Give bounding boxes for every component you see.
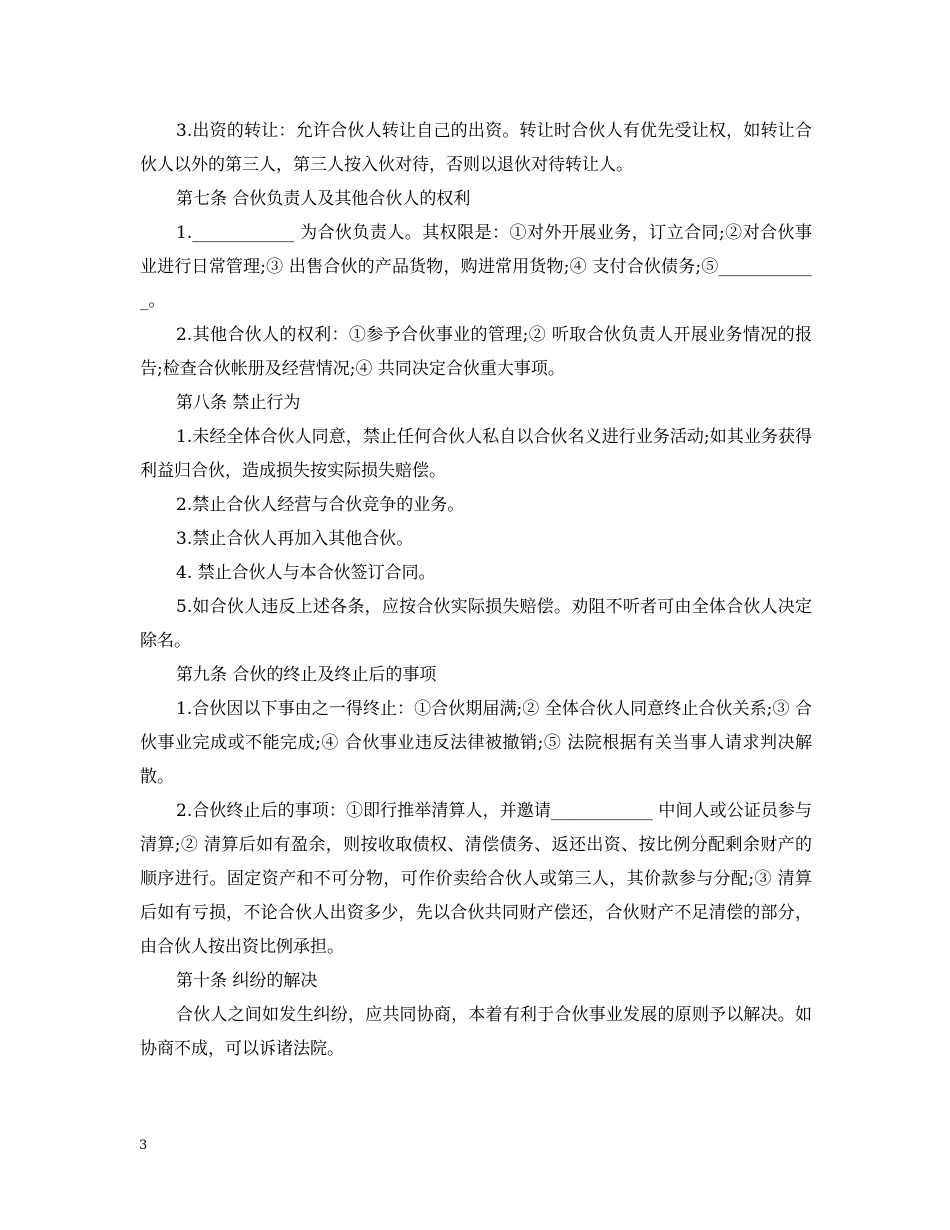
page-number: 3 (139, 1138, 148, 1153)
article-9-heading: 第九条 合伙的终止及终止后的事项 (176, 665, 437, 685)
paragraph-post-termination: 2.合伙终止后的事项：①即行推举清算人，并邀请____________ 中间人或公证员参与清算;② 清算后如有盈余，则按收取债权、清偿债务、返还出资、按比例分配剩余财产的顺序进行。固定资产和不可分物，可作价卖给合伙人或第三人，其价款参与分配;③ 清算后如有亏损，不论合伙人出资多少，先以合伙共同财产偿还，合伙财产不足清偿的部分，由合伙人按出资比例承担。 (140, 801, 812, 957)
article-7-heading: 第七条 合伙负责人及其他合伙人的权利 (176, 189, 471, 209)
paragraph-termination-reasons: 1.合伙因以下事由之一得终止：①合伙期届满;② 全体合伙人同意终止合伙关系;③ 合伙事业完成或不能完成;④ 合伙事业违反法律被撤销;⑤ 法院根据有关当事人请求判决解散。 (140, 699, 812, 787)
paragraph-prohibition-1: 1.未经全体合伙人同意，禁止任何合伙人私自以合伙名义进行业务活动;如其业务获得利益归合伙，造成损失按实际损失赔偿。 (140, 427, 812, 481)
paragraph-other-partner-rights: 2.其他合伙人的权利：①参予合伙事业的管理;② 听取合伙负责人开展业务情况的报告;检查合伙帐册及经营情况;④ 共同决定合伙重大事项。 (140, 325, 812, 379)
paragraph-prohibition-4: 4. 禁止合伙人与本合伙签订合同。 (176, 563, 436, 583)
paragraph-responsible-partner: 1.____________ 为合伙负责人。其权限是：①对外开展业务，订立合同;②对合伙事业进行日常管理;③ 出售合伙的产品货物，购进常用货物;④ 支付合伙债务;⑤____________。 (140, 223, 812, 311)
paragraph-prohibition-2: 2.禁止合伙人经营与合伙竞争的业务。 (176, 495, 465, 515)
paragraph-prohibition-5: 5.如合伙人违反上述各条，应按合伙实际损失赔偿。劝阻不听者可由全体合伙人决定除名。 (140, 597, 812, 651)
document-body (140, 114, 812, 1066)
paragraph-dispute-resolution: 合伙人之间如发生纠纷，应共同协商，本着有利于合伙事业发展的原则予以解决。如协商不成，可以诉诸法院。 (140, 1005, 812, 1059)
paragraph-prohibition-3: 3.禁止合伙人再加入其他合伙。 (176, 529, 414, 549)
paragraph-capital-transfer: 3.出资的转让：允许合伙人转让自己的出资。转让时合伙人有优先受让权，如转让合伙人以外的第三人，第三人按入伙对待，否则以退伙对待转让人。 (140, 121, 812, 175)
article-10-heading: 第十条 纠纷的解决 (176, 971, 318, 991)
article-8-heading: 第八条 禁止行为 (176, 393, 301, 413)
